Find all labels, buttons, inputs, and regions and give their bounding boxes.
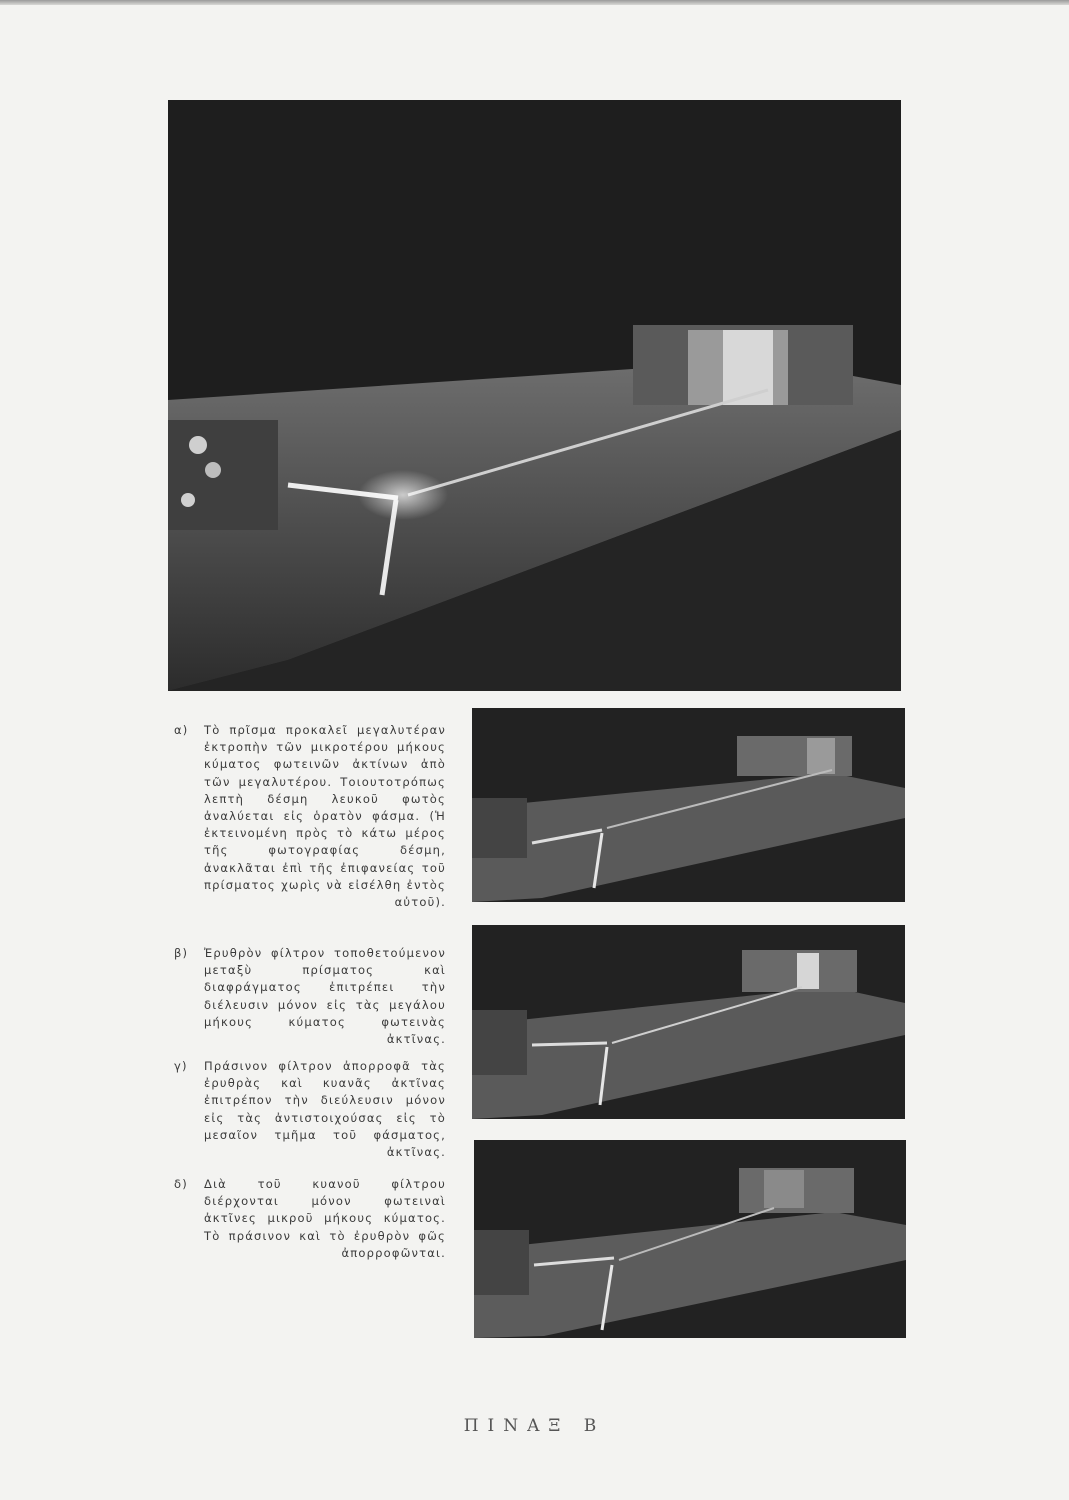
caption-text: Διὰ τοῦ κυανοῦ φίλτρου διέρχονται μόνον φωτειναὶ ἀκτῖνες μικροῦ μήκους κύματος. Τὸ πράσινον καὶ τὸ ἐρυθρὸν φῶς ἀπορροφῶνται. <box>204 1177 446 1260</box>
caption-text: Πράσινον φίλτρον ἀπορροφᾶ τὰς ἐρυθρὰς καὶ κυανᾶς ἀκτῖνας ἐπιτρέπον τὴν διεύλευσιν μόνον εἰς τὰς ἀντιστοιχούσας εἰς τὸ μεσαῖον τμῆμα τοῦ φάσματος, ἀκτῖνας. <box>204 1059 446 1160</box>
caption-mark: δ) <box>174 1177 188 1191</box>
photo-alpha <box>472 708 905 902</box>
photo-main-prism <box>168 100 901 691</box>
caption-alpha <box>174 722 446 911</box>
caption-text: Τὸ πρῖσμα προκαλεῖ μεγαλυτέραν ἐκτροπὴν τῶν μικροτέρου μήκους κύματος φωτεινῶν ἀκτίνων ἀπὸ τῶν μεγαλυτέρου. Τοιουτοτρόπως λεπτὴ δέσμη λευκοῦ φωτὸς ἀναλύεται εἰς ὁρατὸν φάσμα. (Ἡ ἐκτεινομένη πρὸς τὸ κάτω μέρος τῆς φωτογραφίας δέσμη, ἀνακλᾶται ἐπὶ τῆς ἐπιφανείας τοῦ πρίσματος χωρὶς νὰ εἰσέλθη ἐντὸς αὐτοῦ). <box>204 723 446 910</box>
caption-gamma <box>174 1058 446 1161</box>
caption-mark: β) <box>174 946 189 960</box>
caption-beta <box>174 945 446 1048</box>
caption-mark: γ) <box>174 1059 188 1073</box>
caption-text: Ἐρυθρὸν φίλτρον τοποθετούμενον μεταξὺ πρίσματος καὶ διαφράγματος ἐπιτρέπει τὴν διέλευσιν μόνον εἰς τὰς μεγάλου μήκους κύματος φωτεινὰς ἀκτῖνας. <box>204 946 446 1047</box>
photo-beta <box>472 925 905 1119</box>
photo-delta <box>474 1140 906 1338</box>
plate-title: ΠΙΝΑΞ Β <box>463 1416 606 1436</box>
caption-delta <box>174 1176 446 1262</box>
page-top-edge <box>0 0 1069 5</box>
caption-mark: α) <box>174 723 189 737</box>
